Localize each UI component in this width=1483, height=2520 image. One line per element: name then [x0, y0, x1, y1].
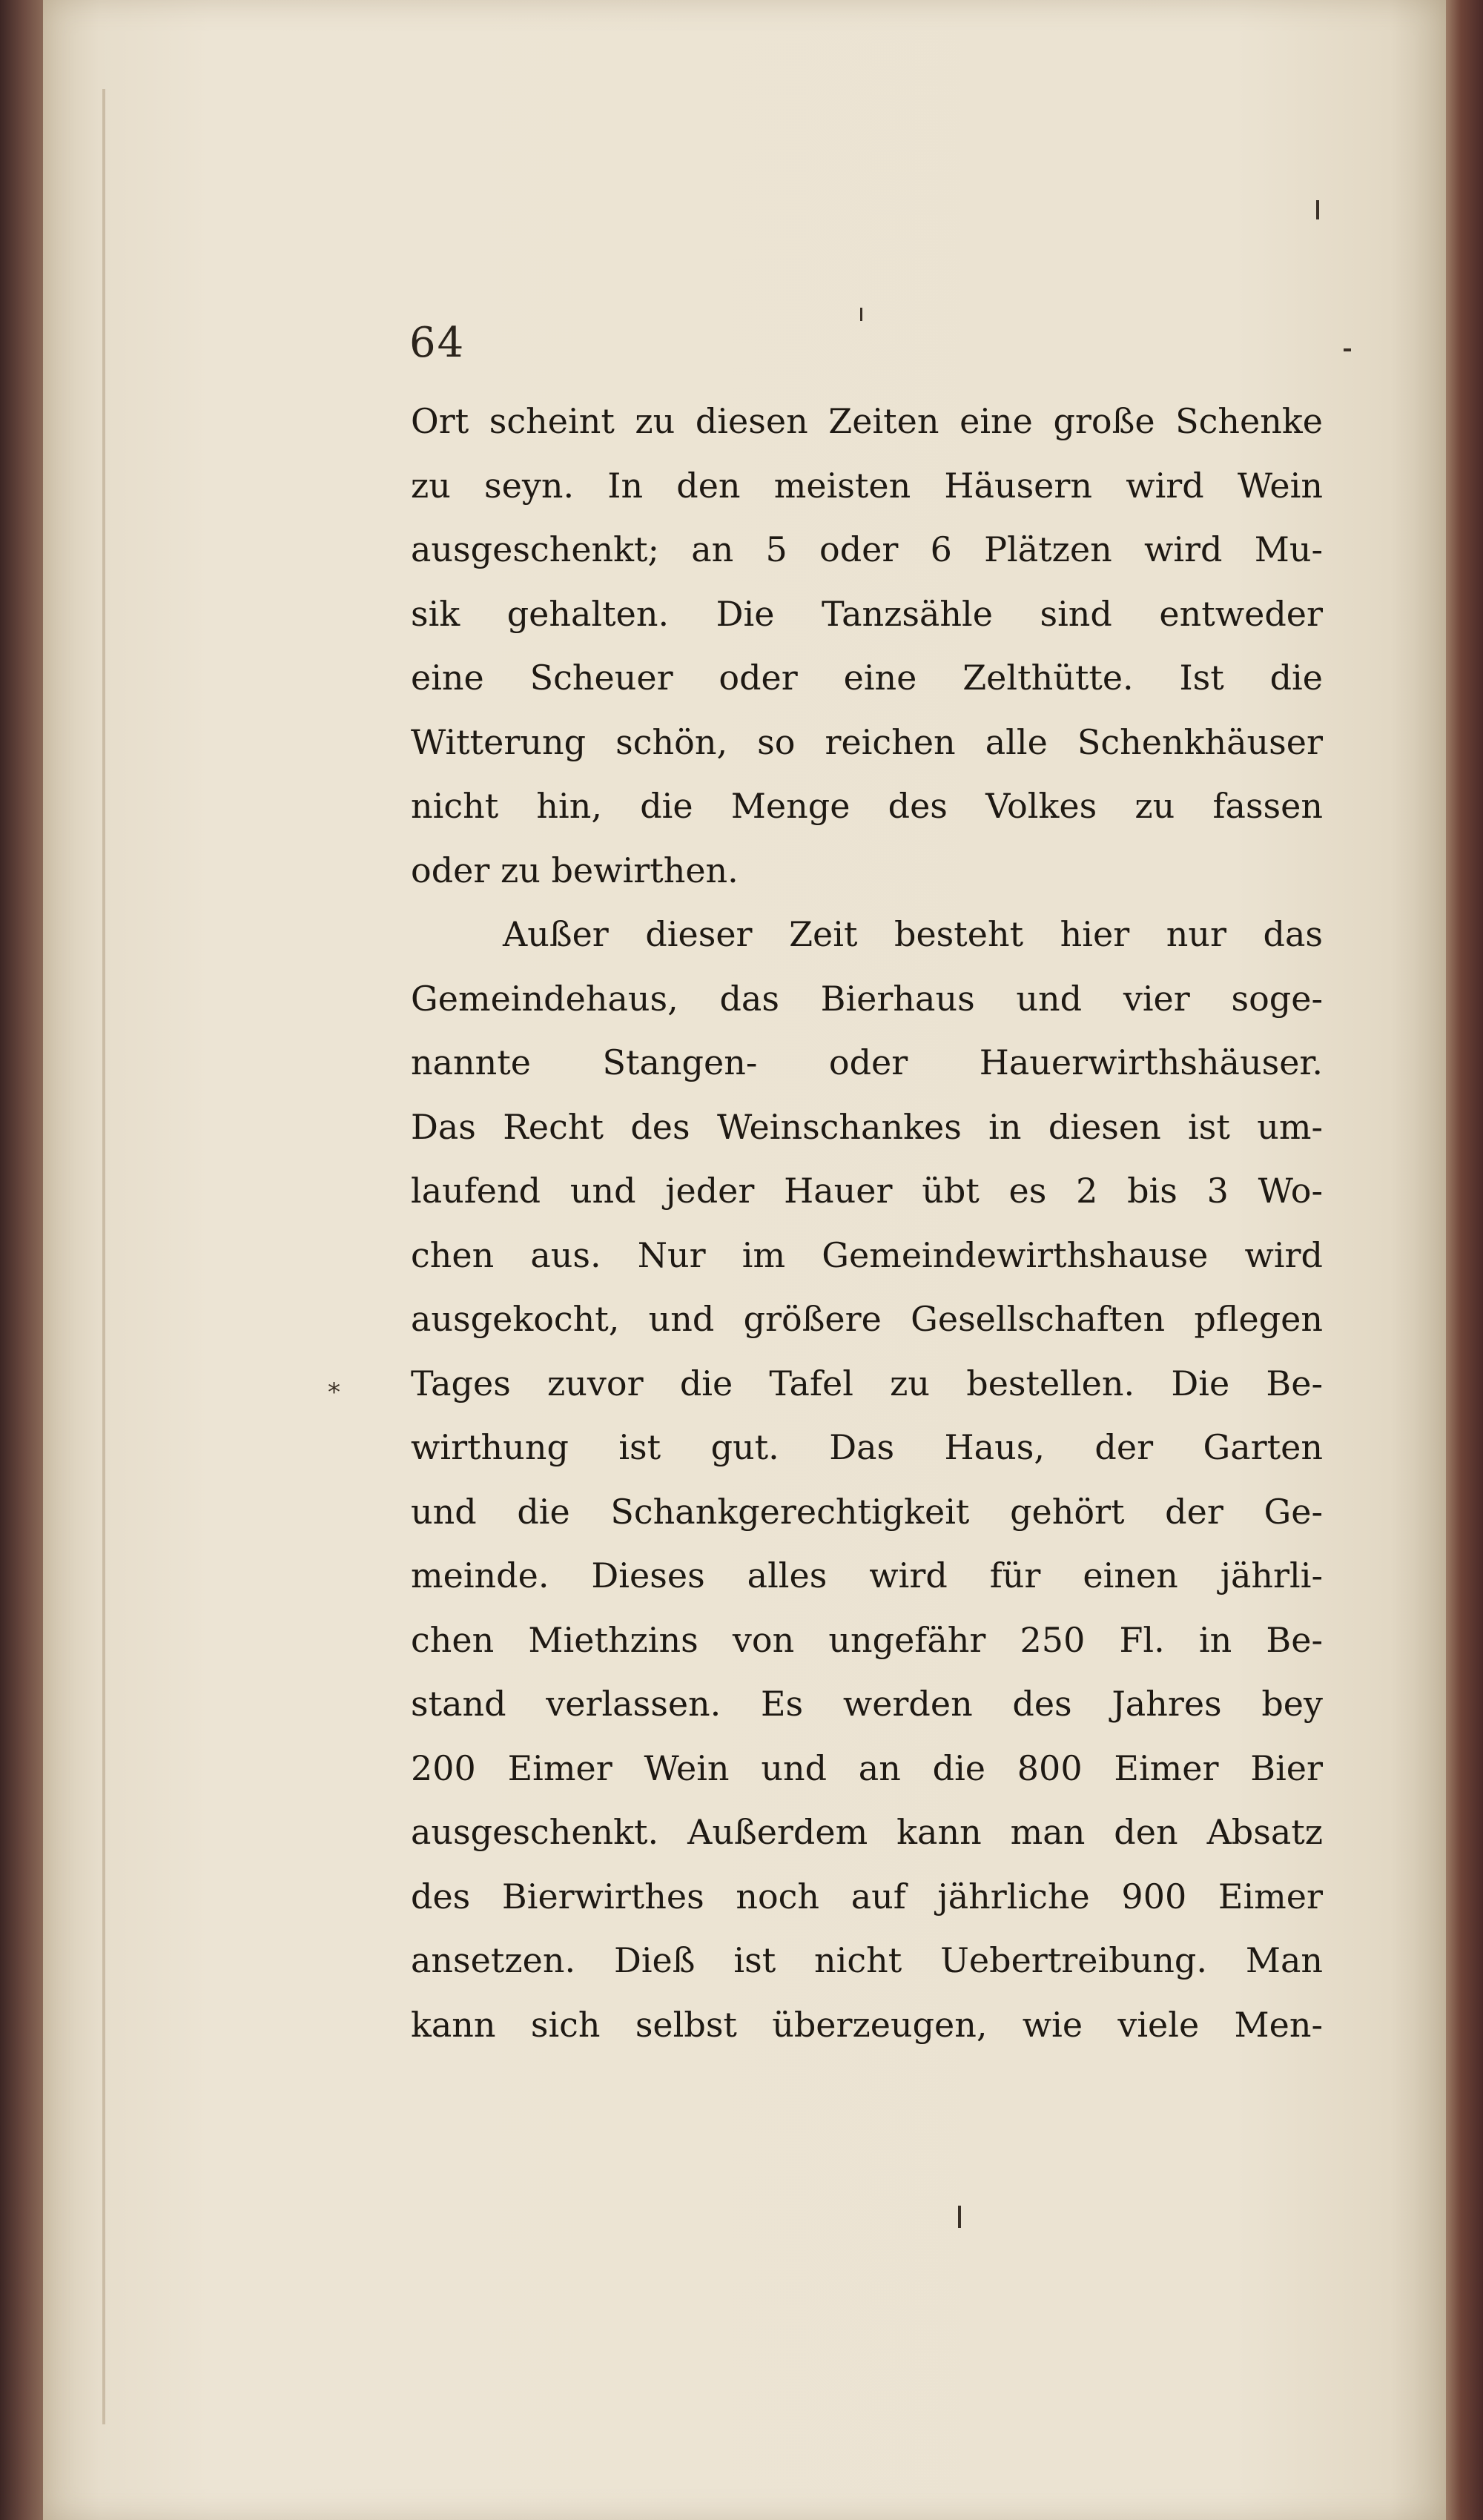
text-line: Tages zuvor die Tafel zu bestellen. Die Be- [411, 1363, 1323, 1403]
text-line: ausgeschenkt; an 5 oder 6 Plätzen wird Mu- [411, 529, 1323, 569]
text-line: Witterung schön, so reichen alle Schenkhäuser [411, 721, 1323, 762]
paper-speck [958, 2206, 961, 2228]
text-line: Das Recht des Weinschankes in diesen ist um- [411, 1106, 1323, 1147]
text-line: laufend und jeder Hauer übt es 2 bis 3 Wo- [411, 1171, 1323, 1211]
text-line: und die Schankgerechtigkeit gehört der Ge- [411, 1491, 1323, 1532]
text-line: nicht hin, die Menge des Volkes zu fassen [411, 786, 1323, 826]
text-line: ausgekocht, und größere Gesellschaften pflegen [411, 1299, 1323, 1339]
text-line: meinde. Dieses alles wird für einen jährli- [411, 1555, 1323, 1595]
text-line: nannte Stangen- oder Hauerwirthshäuser. [411, 1042, 1323, 1082]
paragraph-start-line: Außer dieser Zeit besteht hier nur das [503, 914, 1323, 954]
text-line: oder zu bewirthen. [411, 850, 739, 890]
text-line: wirthung ist gut. Das Haus, der Garten [411, 1427, 1323, 1467]
text-line: sik gehalten. Die Tanzsähle sind entweder [411, 593, 1323, 634]
book-binding-right [1446, 0, 1483, 2520]
text-line: stand verlassen. Es werden des Jahres bey [411, 1684, 1323, 1724]
text-line: ansetzen. Dieß ist nicht Uebertreibung. Man [411, 1940, 1323, 1980]
text-line: ausgeschenkt. Außerdem kann man den Absatz [411, 1812, 1323, 1852]
text-line: zu seyn. In den meisten Häusern wird Wein [411, 465, 1323, 506]
paper-speck [1316, 200, 1319, 219]
text-line: 200 Eimer Wein und an die 800 Eimer Bier [411, 1747, 1323, 1788]
text-line: eine Scheuer oder eine Zelthütte. Ist die [411, 658, 1323, 698]
text-line: des Bierwirthes noch auf jährliche 900 Eimer [411, 1876, 1323, 1917]
text-line: kann sich selbst überzeugen, wie viele Men- [411, 2004, 1323, 2045]
paper-speck [860, 308, 862, 321]
margin-mark: * [328, 1378, 340, 1407]
text-line: Ort scheint zu diesen Zeiten eine große Schenke [411, 401, 1323, 441]
page-number: 64 [409, 319, 466, 367]
page-gutter-shadow [102, 89, 105, 2424]
paper-speck [1344, 348, 1351, 351]
text-line: chen Miethzins von ungefähr 250 Fl. in Be- [411, 1619, 1323, 1660]
text-line: chen aus. Nur im Gemeindewirthshause wird [411, 1234, 1323, 1275]
text-line: Gemeindehaus, das Bierhaus und vier soge- [411, 978, 1323, 1019]
body-text [411, 389, 1323, 2057]
book-binding-left [0, 0, 43, 2520]
